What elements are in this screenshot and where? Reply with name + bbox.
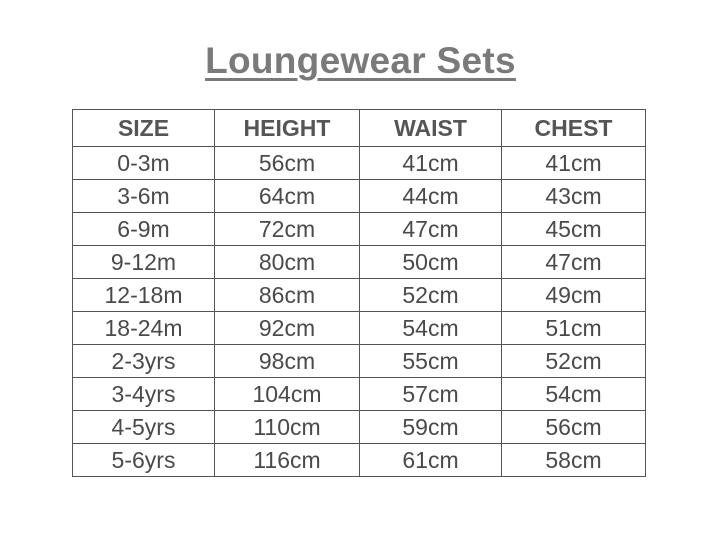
cell-waist: 55cm xyxy=(360,345,502,378)
table-row xyxy=(73,279,646,312)
page-title: Loungewear Sets xyxy=(205,40,516,81)
cell-height: 86cm xyxy=(215,279,360,312)
cell-size: 5-6yrs xyxy=(73,444,215,477)
table-row xyxy=(73,444,646,477)
cell-chest: 52cm xyxy=(502,345,646,378)
table-row xyxy=(73,345,646,378)
cell-size: 9-12m xyxy=(73,246,215,279)
cell-waist: 41cm xyxy=(360,147,502,180)
cell-size: 12-18m xyxy=(73,279,215,312)
table-row xyxy=(73,147,646,180)
cell-size: 0-3m xyxy=(73,147,215,180)
cell-waist: 50cm xyxy=(360,246,502,279)
cell-height: 104cm xyxy=(215,378,360,411)
table-row xyxy=(73,246,646,279)
cell-chest: 56cm xyxy=(502,411,646,444)
cell-chest: 58cm xyxy=(502,444,646,477)
header-waist: WAIST xyxy=(360,110,502,147)
table-row xyxy=(73,180,646,213)
cell-height: 116cm xyxy=(215,444,360,477)
cell-size: 18-24m xyxy=(73,312,215,345)
table-row xyxy=(73,378,646,411)
cell-size: 3-6m xyxy=(73,180,215,213)
cell-height: 56cm xyxy=(215,147,360,180)
cell-size: 3-4yrs xyxy=(73,378,215,411)
cell-waist: 61cm xyxy=(360,444,502,477)
cell-height: 64cm xyxy=(215,180,360,213)
cell-height: 80cm xyxy=(215,246,360,279)
cell-height: 110cm xyxy=(215,411,360,444)
cell-height: 98cm xyxy=(215,345,360,378)
cell-height: 92cm xyxy=(215,312,360,345)
header-height: HEIGHT xyxy=(215,110,360,147)
cell-chest: 43cm xyxy=(502,180,646,213)
header-chest: CHEST xyxy=(502,110,646,147)
table-row xyxy=(73,213,646,246)
table-header-row xyxy=(73,110,646,147)
table-row xyxy=(73,411,646,444)
cell-chest: 49cm xyxy=(502,279,646,312)
table-row xyxy=(73,312,646,345)
cell-size: 4-5yrs xyxy=(73,411,215,444)
cell-chest: 54cm xyxy=(502,378,646,411)
cell-chest: 51cm xyxy=(502,312,646,345)
cell-waist: 44cm xyxy=(360,180,502,213)
cell-height: 72cm xyxy=(215,213,360,246)
cell-waist: 47cm xyxy=(360,213,502,246)
cell-waist: 57cm xyxy=(360,378,502,411)
cell-size: 2-3yrs xyxy=(73,345,215,378)
cell-size: 6-9m xyxy=(73,213,215,246)
header-size: SIZE xyxy=(73,110,215,147)
size-chart-table xyxy=(72,109,646,477)
cell-chest: 41cm xyxy=(502,147,646,180)
cell-chest: 47cm xyxy=(502,246,646,279)
cell-waist: 59cm xyxy=(360,411,502,444)
cell-waist: 52cm xyxy=(360,279,502,312)
cell-chest: 45cm xyxy=(502,213,646,246)
cell-waist: 54cm xyxy=(360,312,502,345)
